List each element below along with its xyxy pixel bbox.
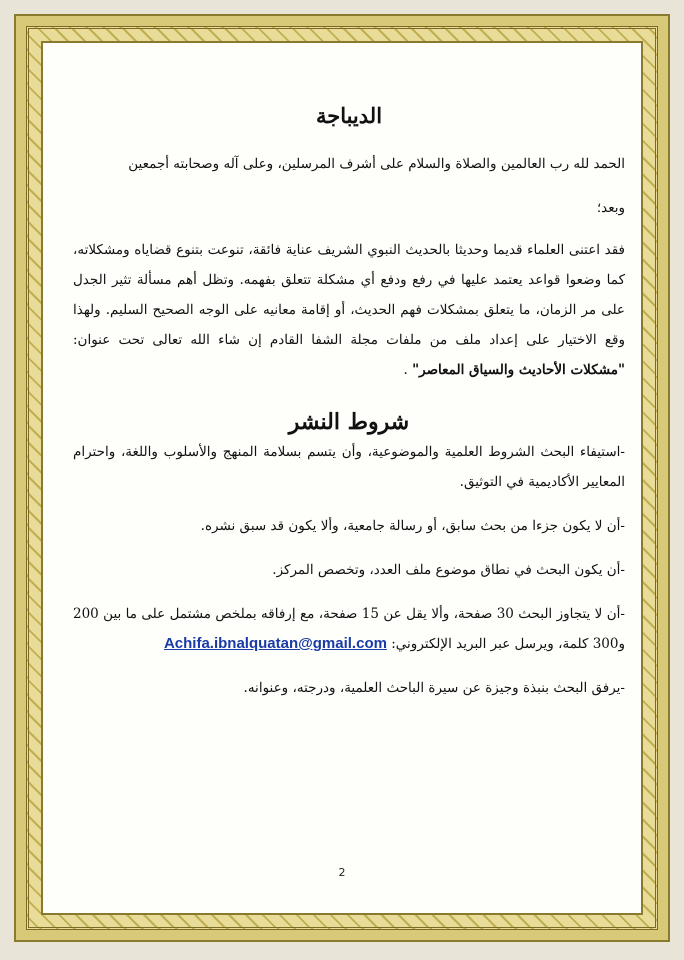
condition-item-1: -استيفاء البحث الشروط العلمية والموضوعية، وأن يتسم بسلامة المنهج والأسلوب واللغة، واحترام المعايير الأكاديمية في التوثيق. xyxy=(73,444,625,490)
email-link[interactable]: Achifa.ibnalquatan@gmail.com xyxy=(163,635,387,652)
condition-item-4 xyxy=(73,599,625,659)
intro-dossier-title: "مشكلات الأحاديث والسياق المعاصر" xyxy=(412,362,625,378)
page-border-decorative xyxy=(26,26,658,930)
conditions-heading: شروط النشر xyxy=(288,409,410,435)
intro-end: . xyxy=(403,362,413,378)
page-content xyxy=(41,41,643,915)
condition-item-2: -أن لا يكون جزءا من بحث سابق، أو رسالة جامعية، وألا يكون قد سبق نشره. xyxy=(200,518,625,534)
page-border-outer xyxy=(14,14,670,942)
condition-item-5: -يرفق البحث بنبذة وجيزة عن سيرة الباحث العلمية، ودرجته، وعنوانه. xyxy=(243,680,625,696)
intro-paragraph xyxy=(73,235,625,385)
hamd-line: الحمد لله رب العالمين والصلاة والسلام على أشرف المرسلين، وعلى آله وصحابته أجمعين xyxy=(128,156,625,172)
page-title: الديباجة xyxy=(315,103,383,128)
page-number: 2 xyxy=(338,866,346,879)
condition-4-text: -أن لا يتجاوز البحث 30 صفحة، وألا يقل عن 15 صفحة، مع إرفاقه بملخص مشتمل على ما بين 200 و300 كلمة، ويرسل عبر البريد الإلكتروني: xyxy=(73,606,625,652)
intro-text: فقد اعتنى العلماء قديما وحديثا بالحديث النبوي الشريف عناية فائقة، تنوعت بتنوع قضاياه ومشكلاته، كما وضعوا قواعد يعتمد عليها في رفع ودفع أي مشكلة تتعلق بفهمه. وتظل أهم مسألة تثير الجدل على مر الزمان، ما يتعلق بمشكلات فهم الحديث، أو إقامة معانيه على الوجه الصحيح السليم. ولهذا وقع الاختيار على إعداد ملف من ملفات مجلة الشفا القادم إن شاء الله تعالى تحت عنوان: xyxy=(73,242,625,348)
condition-item-3: -أن يكون البحث في نطاق موضوع ملف العدد، وتخصص المركز. xyxy=(272,562,625,578)
baad-line: وبعد؛ xyxy=(596,200,625,216)
